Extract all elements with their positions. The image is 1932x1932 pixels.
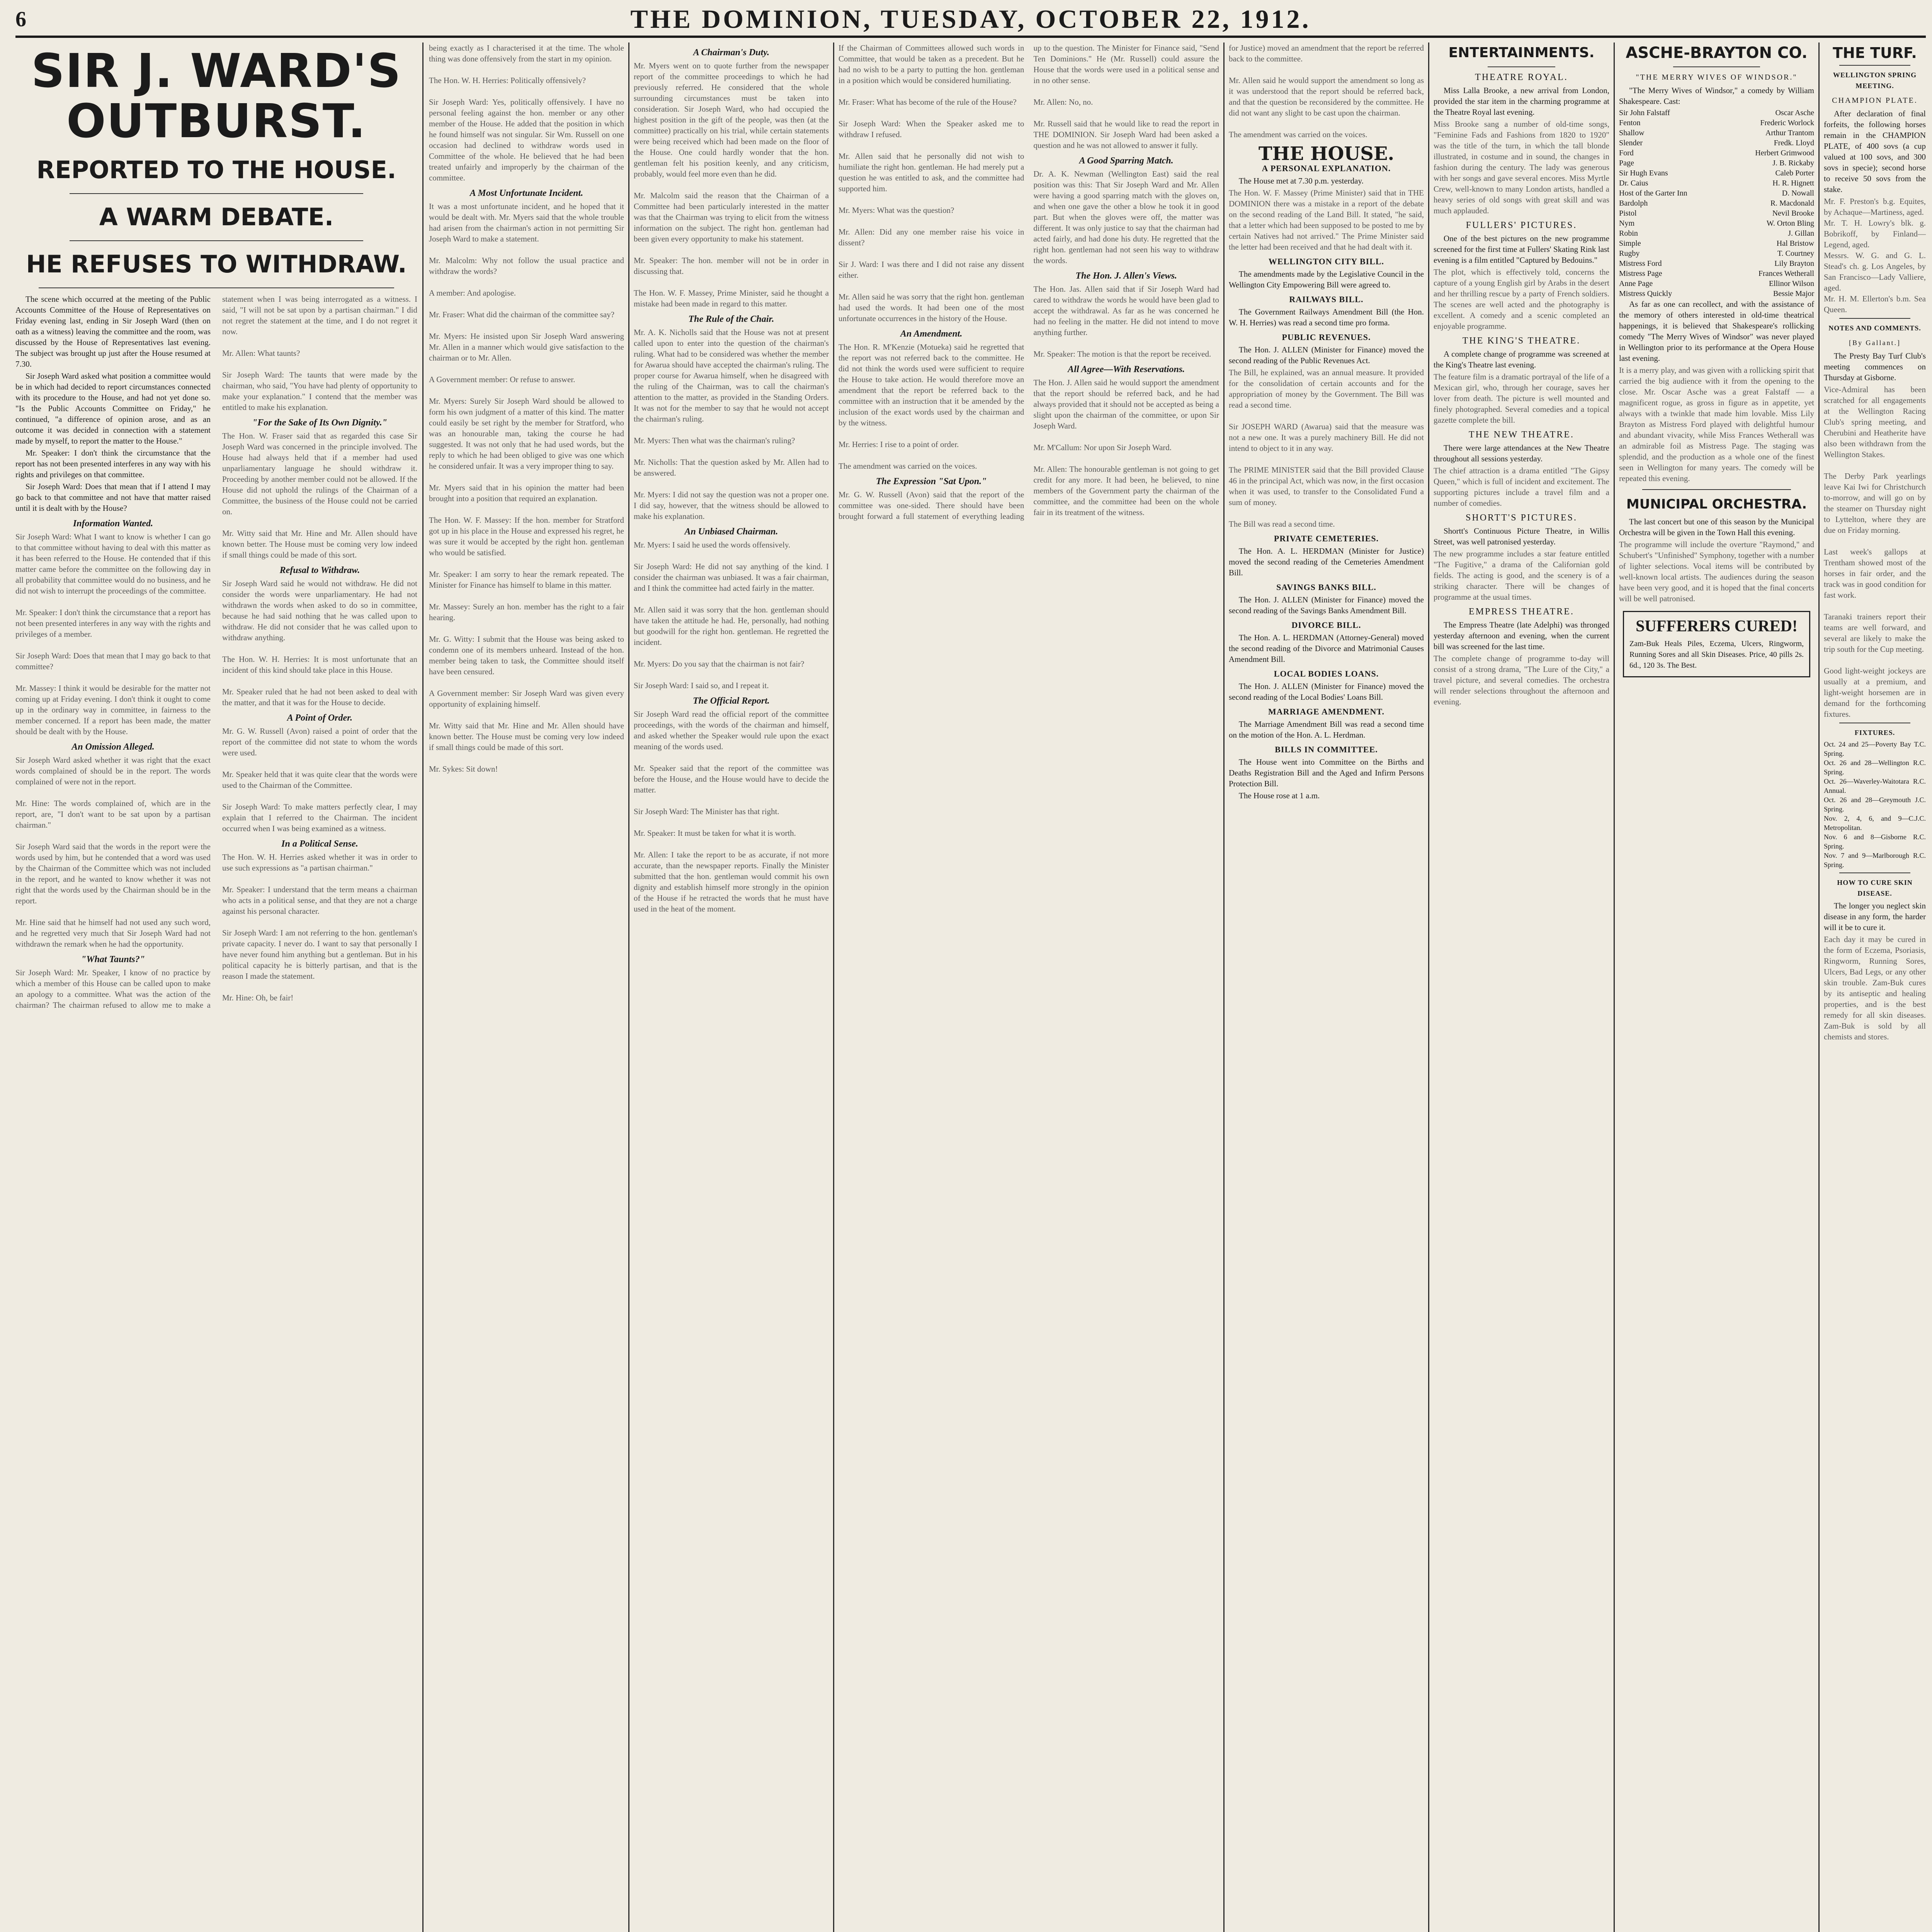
text-filler: Dr. A. K. Newman (Wellington East) said the real position was this: That Sir Joseph Ward and Mr. Allen were having a good sparring match with the gloves on, and when one gave the other a blow he took it in good part. But when the gloves were off, the matter was different. It was only justice to say that the chairman had acted fairly, and had done his duty. He regretted that the right hon. gentleman had not seen his way to withdraw the words. <box>1033 169 1221 265</box>
lead-headline: SIR J. WARD'S OUTBURST. <box>31 44 402 148</box>
text-filler: The new programme includes a star feature entitled "The Fugitive," a drama of the Californian gold fields. The acting is good, and the scenery is of a striking character. There will be changes of programme at the usual times. <box>1434 549 1612 602</box>
fixture-item: Oct. 26 and 28—Greymouth J.C. Spring. <box>1824 796 1926 813</box>
entertainments-heading: ENTERTAINMENTS. <box>1448 45 1595 61</box>
cast-row <box>1619 269 1814 279</box>
text-filler: Each day it may be cured in the form of Eczema, Psoriasis, Ringworm, Running Sores, Ulcers, Bad Legs, or any other skin trouble. Zam-Buk cures by its antiseptic and healing properties, and is the best remedy for all skin diseases. Zam-Buk is sold by all chemists and stores. <box>1824 935 1928 1041</box>
cast-role: Ford <box>1619 149 1634 157</box>
fixture-item: Nov. 7 and 9—Marlborough R.C. Spring. <box>1824 852 1926 869</box>
text-filler: Mr. Myers: I said he used the words offensively. Sir Joseph Ward: He did not say anything of the kind. I consider the chairman was unbiased. It was a fair chairman, and I think the committee had acted fairly in the matter. Mr. Allen said it was sorry that the hon. gentleman should have taken the attitude he had. He, personally, had nothing but goodwill for the right hon. gentleman. He regretted the incident. Mr. Myers: Do you say that the chairman is not fair? Sir Joseph Ward: I said so, and I repeat it. <box>634 540 829 690</box>
cast-row <box>1619 188 1814 198</box>
section-text: Miss Lalla Brooke, a new arrival from London, provided the star item in the charming programme at the Theatre Royal last evening. <box>1434 86 1609 117</box>
play-title: "THE MERRY WIVES OF WINDSOR." <box>1636 73 1798 82</box>
column-rule <box>1223 43 1225 1932</box>
cast-row <box>1619 128 1814 138</box>
section-text: The Hon. J. ALLEN (Minister for Finance) moved the second reading of the Public Revenues Act. <box>1229 345 1424 365</box>
cast-actor: Hal Bristow <box>1776 239 1814 248</box>
cast-row <box>1619 148 1814 158</box>
cast-role: Mistress Quickly <box>1619 289 1672 298</box>
cast-row <box>1619 118 1814 128</box>
text-filler: Vice-Admiral has been scratched for all engagements at the Wellington Racing Club's spring meeting, and Cherubini and Heatherite have also been withdrawn from the Wellington Stakes. The Derby Park yearlings leave Kai Iwi for Christchurch to-morrow, and will go on by the steamer on Thursday night to Lyttelton, where they are due on Friday morning. Last week's gallops at Trentham showed most of the horses in fair order, and the track was in good condition for fast work. Taranaki trainers report their teams are well forward, and several are likely to make the trip south for the Cup meeting. Good light-weight jockeys are usually at a premium, and light-weight horsemen are in demand for the forthcoming fixtures. <box>1824 385 1926 719</box>
subhead: The Hon. J. Allen's Views. <box>1075 271 1177 281</box>
divider <box>70 240 363 241</box>
text-filler: The Hon. J. Allen said he would support the amendment that the report should be referred back, and he had always provided that it should not be accepted as being a slight upon the chairman of the committee, or upon Sir Joseph Ward. Mr. M'Callum: Nor upon Sir Joseph Ward. Mr. Allen: The honourable gentleman is not going to get credit for any more. It had been, he believed, to nine members of the Government party the chairman of the committee, and the committee had been on the whole fair in its treatment of the witness. <box>1033 378 1219 517</box>
cast-row <box>1619 289 1814 299</box>
lead-story-column <box>15 43 417 1932</box>
subhead: An Unbiased Chairman. <box>684 527 778 537</box>
masthead-rule <box>15 36 1926 38</box>
column-rule <box>833 43 834 1932</box>
notes-text: The Presty Bay Turf Club's meeting commences on Thursday at Gisborne. <box>1824 351 1926 382</box>
cast-row <box>1619 108 1814 118</box>
divider <box>1839 318 1910 319</box>
text-filler: Sir Joseph Ward read the official report of the committee proceedings, with the words of the chairman and himself, and asked whether the Speaker would rule upon the exact meaning of the words used. Mr. Speaker said that the report of the committee was before the House, and the House would have to decide the matter. Sir Joseph Ward: The Minister has that right. Mr. Speaker: It must be taken for what it is worth. Mr. Allen: I take the report to be as accurate, if not more accurate, than the newspaper reports. Finally the Minister submitted that the hon. gentleman would commit his own dignity and establish himself more strongly in the opinion of the House if he retracted the words that he must have used in the heat of the moment. <box>634 709 829 913</box>
cast-actor: J. Gillan <box>1788 229 1814 238</box>
orchestra-text: The last concert but one of this season by the Municipal Orchestra will be given in the Town Hall this evening. <box>1619 517 1814 537</box>
cast-actor: Oscar Asche <box>1775 109 1814 117</box>
cast-role: Sir John Falstaff <box>1619 109 1670 117</box>
cast-actor: Caleb Porter <box>1775 169 1814 177</box>
subhead: A Point of Order. <box>287 713 353 723</box>
section-text: The House met at 7.30 p.m. yesterday. <box>1239 176 1364 185</box>
page-number: 6 <box>15 7 26 31</box>
section-text: The Hon. A. L. HERDMAN (Minister for Justice) moved the second reading of the Cemeteries Amendment Bill. <box>1229 546 1424 577</box>
subhead: Information Wanted. <box>73 519 153 529</box>
divider <box>1642 489 1791 490</box>
divider <box>70 193 363 194</box>
section-title: WELLINGTON CITY BILL. <box>1268 257 1384 266</box>
text-filler: The feature film is a dramatic portrayal of the life of a Mexican girl, who, through her courage, saves her lover from death. The picture is well mounted and finely photographed. Several comedies and a topical gazette complete the bill. <box>1434 372 1612 425</box>
cast-role: Fenton <box>1619 119 1641 127</box>
lead-story-col-2 <box>429 43 624 1932</box>
subhead: A Good Sparring Match. <box>1079 156 1173 166</box>
section-text: A complete change of programme was screened at the King's Theatre last evening. <box>1434 349 1609 369</box>
municipal-orchestra-heading: MUNICIPAL ORCHESTRA. <box>1626 497 1807 512</box>
divider <box>1839 65 1910 66</box>
text-filler: Mr. G. W. Russell (Avon) said that the report of the committee was one-sided. There should have been brought forward a full statement of everything leading up to the question. The Minister for Finance said, "Send Ten Dominions." He (Mr. Russell) could assure the House that the words were used in a political sense and in no other sense. Mr. Allen: No, no. Mr. Russell said that he would like to read the report in THE DOMINION. Sir Joseph Ward had been asked a question and he was not allowed to answer it fully. <box>838 43 1219 521</box>
subhead: The Expression "Sat Upon." <box>876 476 987 486</box>
cast-actor: Lily Brayton <box>1774 259 1814 268</box>
section-title: EMPRESS THEATRE. <box>1469 607 1574 617</box>
fixture-item: Oct. 26—Waverley-Waitotara R.C. Annual. <box>1824 777 1926 794</box>
fixtures-list <box>1824 740 1926 869</box>
cast-row <box>1619 248 1814 259</box>
section-text: The Government Railways Amendment Bill (the Hon. W. H. Herries) was read a second time pro forma. <box>1229 307 1424 327</box>
subhead: The Rule of the Chair. <box>688 314 774 324</box>
turf-subheading: WELLINGTON SPRING MEETING. <box>1833 71 1917 90</box>
entertainments-column <box>1434 43 1612 1932</box>
lead-paragraph: The scene which occurred at the meeting of the Public Accounts Committee of the House of Representatives on Friday evening last, ending in Sir Joseph Ward (then on oath as a witness) leaving the committee and the room, was discussed by the House of Representatives last evening. The subject was brought up just after the House resumed at 7.30. <box>15 294 211 369</box>
turf-column <box>1824 43 1926 1932</box>
cast-row <box>1619 218 1814 228</box>
column-rule <box>1818 43 1820 1932</box>
play-intro: "The Merry Wives of Windsor," a comedy by William Shakespeare. Cast: <box>1619 86 1814 106</box>
section-text: Shortt's Continuous Picture Theatre, in Willis Street, was well patronised yesterday. <box>1434 526 1609 546</box>
the-house-heading: THE HOUSE. <box>1258 143 1395 165</box>
fixtures-heading: FIXTURES. <box>1854 729 1895 736</box>
review-text: As far as one can recollect, and with the assistance of the memory of others interested in old-time theatrical happenings, it is believed that Shakespeare's rollicking comedy "The Merry Wives of Windsor" was never played in Wellington prior to its performance at the Opera House last evening. <box>1619 299 1814 363</box>
text-filler: The plot, which is effectively told, concerns the capture of a young English girl by Arabs in the desert and her thrilling rescue by a party of French soldiers. The scenes are well acted and the photography is excellent. A comedy and a scenic completed an enjoyable programme. <box>1434 267 1612 331</box>
section-title: THE NEW THEATRE. <box>1468 430 1575 440</box>
text-filler: Mr. Myers went on to quote further from the newspaper report of the committee proceedings to which he had previously referred. He considered that the whole surrounding circumstances must be taken into consideration. Sir Joseph Ward, who had occupied the highest position in the gift of the people, was then (at the committee) practically on his trial, while certain statements were being received which had been made on the floor of the House. One could hardly wonder that the hon. gentleman felt his position keenly, and any criticism, probably, would feel more even than he did. Mr. Malcolm said the reason that the Chairman of a Committee had been particularly interested in the matter was that the Chairman was trying to elicit from the witness information on the subject. The right hon. gentleman had been given every opportunity to make his statement. Mr. Speaker: The hon. member will not be in order in discussing that. The Hon. W. F. Massey, Prime Minister, said he thought a mistake had been made in regard to this matter. <box>634 61 829 308</box>
turf-text: After declaration of final forfeits, the following horses remain in the CHAMPION PLATE, of 400 sovs (a cup valued at 100 sovs, and 300 sovs in specie); second horse to receive 50 sovs from the stake. <box>1824 109 1926 194</box>
section-title: MARRIAGE AMENDMENT. <box>1268 707 1384 716</box>
fixture-item: Nov. 2, 4, 6, and 9—C.J.C. Metropolitan. <box>1824 815 1926 832</box>
section-title: SHORTT'S PICTURES. <box>1466 513 1577 523</box>
cast-actor: D. Nowall <box>1782 189 1814 197</box>
newspaper-title: THE DOMINION, TUESDAY, OCTOBER 22, 1912. <box>630 4 1311 34</box>
cast-actor: W. Orton Bling <box>1766 219 1814 228</box>
text-filler: The complete change of programme to-day will consist of a strong drama, "The Lure of the City," a travel picture, and several comedies. The orchestra will render selections throughout the afternoon and evening. <box>1434 654 1612 706</box>
column-rule <box>422 43 423 1932</box>
text-filler: The Hon. W. Fraser said that as regarded this case Sir Joseph Ward was concerned in the principle involved. The House had always held that if a member had used unparliamentary language he should withdraw it. Proceeding by another member could not be allowed. If the House did not uphold the rulings of the Chairman of a Committee, the business of the House could not be carried on. Mr. Witty said that Mr. Hine and Mr. Allen should have known better. The House must be coming very low indeed if small things could be made of this sort. <box>222 431 417 560</box>
subhead: An Amendment. <box>900 329 963 339</box>
cast-role: Bardolph <box>1619 199 1648 207</box>
asche-brayton-heading: ASCHE-BRAYTON CO. <box>1626 44 1808 62</box>
section-text: The Hon. J. ALLEN (Minister for Finance) moved the second reading of the Local Bodies' Loans Bill. <box>1229 682 1424 702</box>
ad-text: Zam-Buk Heals Piles, Eczema, Ulcers, Ringworm, Running Sores and all Skin Diseases. Price, 40 pills 2s. 6d., 120 3s. The Best. <box>1629 639 1804 670</box>
skin-heading: HOW TO CURE SKIN DISEASE. <box>1837 879 1913 897</box>
lead-story-col-3 <box>634 43 829 1932</box>
cast-role: Host of the Garter Inn <box>1619 189 1687 197</box>
section-title: BILLS IN COMMITTEE. <box>1275 745 1378 754</box>
subhead: "What Taunts?" <box>81 954 145 964</box>
fixture-item: Oct. 24 and 25—Poverty Bay T.C. Spring. <box>1824 740 1926 757</box>
section-title: LOCAL BODIES LOANS. <box>1274 669 1379 679</box>
section-title: RAILWAYS BILL. <box>1289 294 1364 304</box>
cast-role: Sir Hugh Evans <box>1619 169 1668 177</box>
column-rule <box>1614 43 1615 1932</box>
skin-text: The longer you neglect skin disease in any form, the harder will it be to cure it. <box>1824 901 1926 932</box>
fixture-item: Oct. 26 and 28—Wellington R.C. Spring. <box>1824 759 1926 776</box>
text-filler: Sir Joseph Ward: What I want to know is whether I can go to that committee without having to deal with this matter as it has been referred to the House. He contended that if this matter came before the committee on the following day in all probability that committee would do no business, and he did not wish to interrupt the proceedings of the committee. Mr. Speaker: I don't think the circumstance that a report has not been presented interferes in any way with the rights and privileges of a member. Sir Joseph Ward: Does that mean that I may go back to that committee? Mr. Massey: I think it would be desirable for the matter not coming up at Friday evening. I don't think it ought to come up in the ordinary way in committee, in fairness to the member concerned. If a report has been made, the matter should be dealt with by the House. <box>15 532 211 736</box>
section-text: The House rose at 1 a.m. <box>1239 791 1320 800</box>
cast-actor: Bessie Major <box>1773 289 1814 298</box>
masthead <box>15 4 1926 35</box>
section-title: PUBLIC REVENUES. <box>1282 332 1371 342</box>
cast-role: Page <box>1619 159 1634 167</box>
text-filler: Sir Joseph Ward asked whether it was right that the exact words complained of should be in the report. The words complained of were not in the report. Mr. Hine: The words complained of, which are in the report, are, "I don't want to be sat upon by a partisan chairman." Sir Joseph Ward said that the words in the report were the words used by him, but he contended that a word was used by the Chairman of the Committee which was not included in the report, and he wanted to know whether it was not right that the words used by the Chairman should be in the report. Mr. Hine said that he himself had not used any such word, and he regretted very much that Sir Joseph Ward had not withdrawn the remark when he had the opportunity. <box>15 755 211 949</box>
lead-deck-3: HE REFUSES TO WITHDRAW. <box>26 250 407 278</box>
divider <box>1488 66 1555 67</box>
cast-role: Robin <box>1619 229 1638 238</box>
text-filler: The chief attraction is a drama entitled "The Gipsy Queen," which is full of incident and excitement. The supporting pictures include a travel film and a number of comedies. <box>1434 466 1612 508</box>
cast-actor: H. R. Hignett <box>1772 179 1814 187</box>
column-rule <box>1428 43 1429 1932</box>
text-filler: The Hon. W. H. Herries asked whether it was in order to use such expressions as "a partisan chairman." Mr. Speaker: I understand that the term means a chairman who acts in a political sense, and that they are not a charge against his personal character. Sir Joseph Ward: I am not referring to the hon. gentleman's private capacity. I never do. I want to say that personally I have never found him anything but a gentleman. But in his political capacity he is bitterly partisan, and that is the reason I made the statement. Mr. Hine: Oh, be fair! <box>222 852 417 1002</box>
subhead: Refusal to Withdraw. <box>279 565 360 575</box>
section-title: THE KING'S THEATRE. <box>1462 336 1581 346</box>
text-filler: It was a most unfortunate incident, and he hoped that it would be dealt with. Mr. Myers said that the whole trouble had arisen from the chairman's action in not permitting Sir Joseph Ward to make a statement. Mr. Malcolm: Why not follow the usual practice and withdraw the words? A member: And apologise. Mr. Fraser: What did the chairman of the committee say? Mr. Myers: He insisted upon Sir Joseph Ward answering Mr. Allen in a manner which would give satisfaction to the chairman or to Mr. Allen. A Government member: Or refuse to answer. Mr. Myers: Surely Sir Joseph Ward should be allowed to form his own judgment of a matter of this kind. The matter could easily be set right by the member for Stratford, who was an honourable man, taking the course he had suggested. It was not only that he had used words, but the reply to which he had been obliged to give was one which he considered unfair. It was a very improper thing to say. Mr. Myers said that in his opinion the matter had been brought into a position that required an explanation. The Hon. W. F. Massey: If the hon. member for Stratford got up in his place in the House and expressed his regret, he was sure it would be accepted by the right hon. gentleman who would be satisfied. Mr. Speaker: I am sorry to hear the remark repeated. The Minister for Finance has himself to blame in this matter. Mr. Massey: Surely an hon. member has the right to a fair hearing. Mr. G. Witty: I submit that the House was being asked to condemn one of its members unheard. Instead of the hon. member being taken to task, the Committee should itself have been censured. A Government member: Sir Joseph Ward was given every opportunity of explaining himself. Mr. Witty said that Mr. Hine and Mr. Allen should have known better. The House must be coming very low indeed if small things could be made of this sort. Mr. Sykes: Sit down! <box>429 202 624 774</box>
cast-actor: Ellinor Wilson <box>1769 279 1814 288</box>
section-title: FULLERS' PICTURES. <box>1466 220 1577 230</box>
text-filler: Sir Joseph Ward said he would not withdraw. He did not consider the words were unparliamentary. He had not withdrawn the words when asked to do so in committee, because he had said nothing that he was called upon to withdraw. He did not consider that he was called upon to withdraw anything. The Hon. W. H. Herries: It is most unfortunate that an incident of this kind should take place in this House. Mr. Speaker ruled that he had not been asked to deal with the matter, and that it was for the House to decide. <box>222 579 417 707</box>
lead-paragraph: Mr. Speaker: I don't think the circumstance that the report has not been presented interferes in any way with his rights and privileges on that committee. <box>15 448 211 479</box>
section-text: One of the best pictures on the new programme screened for the first time at Fullers' Skating Rink last evening is a film entitled "Captured by Bedouins." <box>1434 234 1609 265</box>
subhead: The Official Report. <box>693 696 770 706</box>
section-text: There were large attendances at the New Theatre throughout all sessions yesterday. <box>1434 443 1609 463</box>
text-filler: The Hon. W. F. Massey (Prime Minister) said that in THE DOMINION there was a mistake in a report of the debate on the second reading of the Land Bill. It stated, "he said, that a letter which had been supposed to be posted to me by certain Natives had not arrived." The Prime Minister said the letter had been received and that he had dealt with it. <box>1229 188 1426 252</box>
cast-actor: R. Macdonald <box>1770 199 1814 207</box>
house-column <box>1229 43 1424 1932</box>
cast-role: Mistress Page <box>1619 269 1662 278</box>
text-filler: The Hon. Jas. Allen said that if Sir Joseph Ward had cared to withdraw the words he would have been glad to accept the withdrawal. As far as he was concerned he had no feeling in the matter. He did not intend to move anything further. Mr. Speaker: The motion is that the report be received. <box>1033 284 1219 359</box>
section-text: The Hon. A. L. HERDMAN (Attorney-General) moved the second reading of the Divorce and Matrimonial Causes Amendment Bill. <box>1229 633 1424 664</box>
cast-actor: T. Courtney <box>1777 249 1814 258</box>
cast-actor: Arthur Trantom <box>1765 129 1814 137</box>
cast-role: Dr. Caius <box>1619 179 1648 187</box>
lead-deck-1: REPORTED TO THE HOUSE. <box>36 156 396 184</box>
fixture-item: Nov. 6 and 8—Gisborne R.C. Spring. <box>1824 833 1926 850</box>
column-rule <box>628 43 629 1932</box>
section-title: A PERSONAL EXPLANATION. <box>1262 163 1391 173</box>
section-title: THEATRE ROYAL. <box>1475 72 1568 82</box>
cast-actor: Fredk. Lloyd <box>1774 139 1814 147</box>
cast-row <box>1619 259 1814 269</box>
subhead: An Omission Alleged. <box>71 742 155 752</box>
ad-title: SUFFERERS CURED! <box>1636 617 1798 635</box>
lead-body <box>15 294 417 1010</box>
divider <box>1839 872 1910 873</box>
cast-role: Nym <box>1619 219 1634 228</box>
text-filler: for Justice) moved an amendment that the report be referred back to the committee. Mr. Allen said he would support the amendment so long as it was understood that the report should be referred back, and that the question be reconsidered by the committee. He did not want any slight to be cast upon the chairman. The amendment was carried on the voices. <box>1229 43 1424 139</box>
cast-row <box>1619 238 1814 248</box>
section-title: PRIVATE CEMETERIES. <box>1274 534 1379 543</box>
text-filler: It is a merry play, and was given with a rollicking spirit that carried the big audience with it from the opening to the close. Mr. Oscar Asche was a great Falstaff — a magnificent rogue, as gross in figure as in appetite, yet always with a twinkle that made him lovable. Miss Lily Brayton as Mistress Ford played with delightful humour and abundant vivacity, while Miss Frances Wetherall was an admirable foil as Mistress Page. The staging was splendid, and the production as a whole one of the finest seen in Wellington for many years. The comedy will be repeated this evening. <box>1619 366 1816 483</box>
text-filler: being exactly as I characterised it at the time. The whole thing was done offensively from the start in my opinion. The Hon. W. H. Herries: Politically offensively? Sir Joseph Ward: Yes, politically offensively. I have no personal feeling against the hon. member or any other member of the House. He added that the position in which he found himself was not singular. Sir Wm. Russell on one occasion had declined to withdraw words used in Committee of the whole. He believed that he had been treated unfairly and improperly by the chairman of the committee. <box>429 43 624 182</box>
cast-actor: J. B. Rickaby <box>1772 159 1814 167</box>
cast-role: Rugby <box>1619 249 1640 258</box>
section-text: The House went into Committee on the Births and Deaths Registration Bill and the Aged and Infirm Persons Protection Bill. <box>1229 757 1424 788</box>
text-filler: Sir Joseph Ward: Mr. Speaker, I know of no practice by which a member of this House can be called upon to make an apology to a committee. What was the action of the chairman? The chairman refused to allow me to make a statement when I was being interrogated as a witness. I said, "I will not be sat upon by a partisan chairman." I did not regret the statement at the time, and I do not regret it now. Mr. Allen: What taunts? Sir Joseph Ward: The taunts that were made by the chairman, who said, "You have had plenty of opportunity to make your explanation." I contend that the member was entitled to make his explanation. <box>15 294 417 1010</box>
section-title: DIVORCE BILL. <box>1291 620 1361 630</box>
section-text: The Empress Theatre (late Adelphi) was thronged yesterday afternoon and evening, when the current bill was screened for the last time. <box>1434 620 1609 651</box>
subhead: "For the Sake of Its Own Dignity." <box>252 418 388 428</box>
subhead: A Chairman's Duty. <box>693 48 770 58</box>
text-filler: The programme will include the overture "Raymond," and Schubert's "Unfinished" Symphony, together with a number of lighter selections. Vocal items will be contributed by well-known local artists. The audiences during the season have been very good, and it is hoped that the final concerts will be well patronised. <box>1619 540 1816 603</box>
lead-story-col-4 <box>838 43 1219 1932</box>
section-text: The Marriage Amendment Bill was read a second time on the motion of the Hon. A. L. Herdman. <box>1229 719 1424 740</box>
cast-role: Mistress Ford <box>1619 259 1662 268</box>
cast-row <box>1619 198 1814 208</box>
section-text: The amendments made by the Legislative Council in the Wellington City Empowering Bill were agreed to. <box>1229 269 1424 289</box>
text-filler: The Bill, he explained, was an annual measure. It provided for the consolidation of certain accounts and for the appropriation of money by the Government. The Bill was read a second time. Sir JOSEPH WARD (Awarua) said that the measure was not a new one. It was a purely machinery Bill. He did not intend to object to it in any way. The PRIME MINISTER said that the Bill provided Clause 46 in the principal Act, which was now, in the first occasion when it was used, to transfer to the Consolidated Fund a sum of money. The Bill was read a second time. <box>1229 368 1424 529</box>
divider <box>1673 66 1760 67</box>
cast-row <box>1619 138 1814 148</box>
subhead: All Agree—With Reservations. <box>1068 364 1185 374</box>
cast-actor: Frances Wetherall <box>1758 269 1814 278</box>
lead-deck-2: A WARM DEBATE. <box>99 203 334 231</box>
cast-role: Slender <box>1619 139 1643 147</box>
section-text: The Hon. J. ALLEN (Minister for Finance) moved the second reading of the Savings Banks Amendment Bill. <box>1229 595 1424 615</box>
cast-row <box>1619 208 1814 218</box>
cast-row <box>1619 228 1814 238</box>
text-filler: Miss Brooke sang a number of old-time songs, "Feminine Fads and Fashions from 1820 to 1920" was the title of the turn, in which the tall blonde illustrated, in costume and in sound, the changes in fashion during the century. The lady was generous with her songs and gave several encores. Miss Myrtle Crew, well-known to many London artists, handled a heavy series of old songs with great skill and was much applauded. <box>1434 119 1612 215</box>
text-filler: Mr. F. Preston's b.g. Equites, by Achaque—Martiness, aged. Mr. T. H. Lowry's blk. g. Bobrikoff, by Finland—Legend, aged. Messrs. W. G. and G. L. Stead's ch. g. Los Angeles, by San Francisco—Lady Valliere, aged. Mr. H. M. Ellerton's b.m. Sea Queen. <box>1824 197 1926 314</box>
cast-actor: Herbert Grimwood <box>1755 149 1814 157</box>
text-filler: Mr. G. W. Russell (Avon) raised a point of order that the report of the committee did not state to whom the words were used. Mr. Speaker held that it was quite clear that the words were used to the Chairman of the Committee. Sir Joseph Ward: To make matters perfectly clear, I may explain that I referred to the Chairman. The incident occurred when I was being examined as a witness. <box>222 726 417 833</box>
cast-actor: Nevil Brooke <box>1772 209 1814 218</box>
turf-section: CHAMPION PLATE. <box>1832 96 1918 105</box>
lead-paragraph: Sir Joseph Ward asked what position a committee would be in which had decided to report circumstances connected with its procedure to the House, and had not yet done so. "Is the Public Accounts Committee on Friday," he continued, "a difference of opinion arose, and as an outcome it was decided in connection with a statement made by myself, to report the matter to the House." <box>15 371 211 446</box>
cast-row <box>1619 158 1814 168</box>
cast-role: Shallow <box>1619 129 1645 137</box>
text-filler: If the Chairman of Committees allowed such words in Committee, that would be taken as a precedent. But he had no wish to be a party to putting the hon. gentleman in a position which would be considered humiliating. Mr. Fraser: What has become of the rule of the House? Sir Joseph Ward: When the Speaker asked me to withdraw I refused. Mr. Allen said that he personally did not wish to humiliate the right hon. gentleman. He had merely put a question he was entitled to ask, and the committee had supported him. Mr. Myers: What was the question? Mr. Allen: Did any one member raise his voice in dissent? Sir J. Ward: I was there and I did not raise any dissent either. Mr. Allen said he was sorry that the right hon. gentleman had used the words. It had been one of the most unfortunate occurrences in the history of the House. <box>838 43 1024 323</box>
cast-role: Pistol <box>1619 209 1637 218</box>
cast-role: Anne Page <box>1619 279 1653 288</box>
subhead: In a Political Sense. <box>281 839 358 849</box>
notes-byline: [By Gallant.] <box>1849 339 1901 347</box>
cast-list <box>1619 108 1814 299</box>
cast-row <box>1619 168 1814 178</box>
notes-heading: NOTES AND COMMENTS. <box>1828 324 1921 332</box>
advertisement <box>1623 611 1810 677</box>
turf-heading: THE TURF. <box>1833 44 1917 61</box>
section-title: SAVINGS BANKS BILL. <box>1276 582 1376 592</box>
divider <box>39 287 394 288</box>
text-filler: Mr. A. K. Nicholls said that the House was not at present called upon to enter into the question of the chairman's ruling. What had to be considered was whether the member for Awarua should have accepted the chairman's ruling. The proper course for Awarua himself, when he disagreed with the ruling of the Chairman, was to call the chairman's attention to the matter, as provided in the Standing Orders. It was not for the member to say that he would not accept the chairman's ruling. Mr. Myers: Then what was the chairman's ruling? Mr. Nicholls: That the question asked by Mr. Allen had to be answered. Mr. Myers: I did not say the question was not a proper one. I did say, however, that the witness should be allowed to make his explanation. <box>634 328 829 521</box>
lead-paragraph: Sir Joseph Ward: Does that mean that if I attend I may go back to that committee and not have that matter raised until it is dealt with by the House? <box>15 482 211 513</box>
cast-row <box>1619 279 1814 289</box>
asche-brayton-column <box>1619 43 1814 1932</box>
text-filler: The Hon. R. M'Kenzie (Motueka) said he regretted that the report was not referred back to the committee. He did not think the words used were sufficient to require the House to take action. He would therefore move an amendment that the report be referred back to the committee with an instruction that it be amended by the inclusion of the exact words used by the chairman and by the witness. Mr. Herries: I rise to a point of order. The amendment was carried on the voices. <box>838 342 1024 471</box>
cast-row <box>1619 178 1814 188</box>
subhead: A Most Unfortunate Incident. <box>469 188 583 198</box>
cast-role: Simple <box>1619 239 1641 248</box>
cast-actor: Frederic Worlock <box>1760 119 1814 127</box>
